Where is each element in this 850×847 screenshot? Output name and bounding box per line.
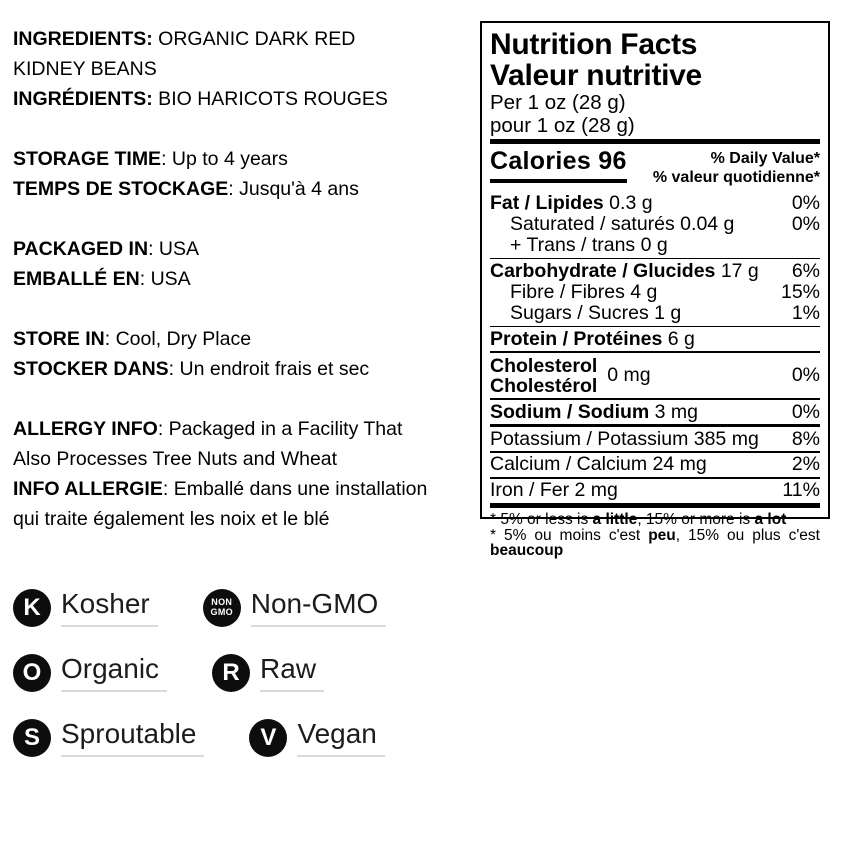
info-block	[13, 234, 483, 294]
text: ORGANIC DARK RED	[152, 28, 356, 50]
text: : USA	[139, 268, 191, 290]
bold-text: STORAGE TIME	[13, 148, 162, 170]
nutrition-facts-panel	[480, 21, 830, 560]
nutrient-row-calcium	[490, 454, 820, 475]
nutrient-amount: 17 g	[715, 259, 759, 282]
info-line	[13, 174, 483, 204]
bold-text: STORE IN	[13, 328, 105, 350]
badge-label: Organic	[61, 653, 167, 692]
nutrient-rows	[490, 193, 820, 508]
nutrient-name-line: Cholestérol	[490, 374, 598, 397]
vegan-badge	[249, 718, 384, 757]
nutrient-amount: 2 mg	[569, 479, 618, 502]
nutrient-name: Calcium / Calcium	[490, 453, 648, 476]
bold-text: INFO ALLERGIE	[13, 478, 163, 500]
icon-letter: K	[23, 593, 41, 621]
info-block	[13, 144, 483, 204]
text: : Up to 4 years	[161, 148, 288, 170]
text: BIO HARICOTS ROUGES	[152, 88, 388, 110]
nutrient-name: Saturated / saturés	[510, 213, 675, 235]
nutrient-row-fat	[490, 193, 820, 214]
nutrient-amount: 0 g	[635, 234, 668, 256]
icon-letter: V	[260, 723, 277, 751]
footnote-fr-line2	[490, 543, 820, 559]
bold-text: INGRÉDIENTS:	[13, 88, 153, 110]
divider	[490, 424, 820, 427]
calories-value: Calories 96	[490, 147, 627, 183]
nutrition-title-en: Nutrition Facts	[490, 28, 698, 61]
footnote-en	[490, 512, 820, 528]
raw-icon	[212, 654, 250, 692]
bold-text: PACKAGED IN	[13, 238, 149, 260]
text: : Jusqu'à 4 ans	[228, 178, 359, 200]
nutrient-amount: 385 mg	[688, 427, 759, 450]
nutrient-amount: 0 mg	[607, 364, 651, 387]
kosher-badge	[13, 588, 158, 627]
badge-label: Kosher	[61, 588, 158, 627]
icon-letter: R	[222, 658, 240, 686]
nutrient-name: Fat / Lipides	[490, 192, 604, 214]
serving-size-fr: pour 1 oz (28 g)	[490, 114, 635, 137]
vegan-icon	[249, 719, 287, 757]
divider	[490, 351, 820, 353]
icon-letter: S	[23, 723, 40, 751]
daily-value-header	[653, 147, 820, 187]
nutrient-name: Protein / Protéines	[490, 327, 663, 350]
badge-row	[13, 588, 386, 627]
raw-badge	[212, 653, 324, 692]
nutrient-daily-value: 2%	[791, 453, 820, 476]
info-line	[13, 144, 483, 174]
bold-text: EMBALLÉ EN	[13, 268, 140, 290]
nutrient-daily-value: 8%	[791, 427, 820, 450]
nutrient-row-iron	[490, 480, 820, 501]
organic-icon	[13, 654, 51, 692]
header-divider	[490, 139, 820, 144]
nutrient-amount: 3 mg	[649, 400, 699, 423]
info-line	[13, 84, 483, 114]
text: qui traite également les noix et le blé	[13, 508, 330, 530]
footnote	[490, 510, 820, 559]
nutrient-name: Potassium / Potassium	[490, 427, 689, 450]
text: KIDNEY BEANS	[13, 58, 157, 80]
product-info-panel	[13, 24, 483, 564]
badge-row	[13, 653, 324, 692]
nutrient-name: Iron / Fer	[490, 479, 570, 502]
text: : Cool, Dry Place	[104, 328, 252, 350]
info-line	[13, 234, 483, 264]
nutrient-daily-value: 0%	[791, 213, 820, 235]
bold-text: TEMPS DE STOCKAGE	[13, 178, 229, 200]
divider	[490, 258, 820, 260]
organic-badge	[13, 653, 167, 692]
text: : USA	[148, 238, 199, 260]
nutrient-row-trans-fat	[490, 235, 820, 256]
nutrient-daily-value: 6%	[791, 259, 820, 282]
bold-text: a little	[592, 511, 638, 529]
nutrient-daily-value: 0%	[791, 400, 820, 423]
info-line	[13, 444, 483, 474]
badge-label: Non-GMO	[251, 588, 387, 627]
nutrient-amount: 0.04 g	[674, 213, 735, 235]
bold-text: a lot	[754, 511, 787, 529]
daily-value-fr: % valeur quotidienne*	[652, 169, 820, 186]
divider	[490, 503, 820, 508]
non-gmo-badge	[203, 588, 387, 627]
info-line	[13, 54, 483, 84]
nutrient-amount: 24 mg	[647, 453, 707, 476]
nutrient-daily-value: 11%	[782, 479, 820, 502]
nutrient-name-line: Cholesterol	[490, 354, 598, 377]
info-line	[13, 414, 483, 444]
daily-value-en: % Daily Value*	[710, 150, 820, 167]
footnote-fr-line1	[490, 528, 820, 544]
nutrient-daily-value: 15%	[780, 280, 820, 303]
bold-text: peu	[648, 526, 676, 544]
nutrient-daily-value: 1%	[791, 301, 820, 324]
nutrient-amount: 4 g	[624, 280, 658, 303]
nutrient-row-sodium	[490, 402, 820, 423]
nutrition-title-fr: Valeur nutritive	[490, 59, 702, 92]
nutrient-row-sugars	[490, 303, 820, 324]
info-line	[13, 324, 483, 354]
nutrient-amount: 6 g	[662, 327, 695, 350]
info-block	[13, 24, 483, 114]
info-line	[13, 264, 483, 294]
badge-label: Sproutable	[61, 718, 204, 757]
bold-text: STOCKER DANS	[13, 358, 169, 380]
nutrient-row-carbohydrate	[490, 261, 820, 282]
nutrient-daily-value: 0%	[791, 192, 820, 214]
badge-label: Raw	[260, 653, 324, 692]
bold-text: ALLERGY INFO	[13, 418, 158, 440]
info-line	[13, 504, 483, 534]
text: * 5% or less is	[490, 511, 593, 529]
nutrient-amount: 0.3 g	[603, 192, 653, 214]
nutrient-row-fibre	[490, 282, 820, 303]
sproutable-icon	[13, 719, 51, 757]
text: * 5% ou moins c'est	[490, 526, 649, 544]
text: : Emballé dans une installation	[162, 478, 428, 500]
nutrient-name	[490, 356, 597, 396]
nutrient-row-saturated-fat	[490, 214, 820, 235]
nutrient-name: Sodium / Sodium	[490, 400, 650, 423]
icon-text-line: GMO	[210, 606, 233, 617]
sproutable-badge	[13, 718, 204, 757]
info-block	[13, 324, 483, 384]
nutrient-name: Sugars / Sucres	[510, 301, 649, 324]
bold-text: INGREDIENTS:	[13, 28, 153, 50]
serving-size-en: Per 1 oz (28 g)	[490, 91, 626, 114]
nutrient-row-potassium	[490, 429, 820, 450]
nutrient-name: + Trans / trans	[510, 234, 636, 256]
info-block	[13, 414, 483, 534]
divider	[490, 398, 820, 400]
text: Also Processes Tree Nuts and Wheat	[13, 448, 338, 470]
nutrient-row-protein	[490, 329, 820, 350]
calories-row	[490, 147, 820, 187]
badge-row	[13, 718, 385, 757]
text: : Packaged in a Facility That	[157, 418, 403, 440]
icon-text-line: NON	[211, 597, 233, 607]
bold-text: beaucoup	[490, 542, 564, 560]
nutrient-name: Fibre / Fibres	[510, 280, 625, 303]
divider	[490, 326, 820, 328]
text: , 15% or more is	[637, 511, 755, 529]
nutrient-row-cholesterol	[490, 355, 820, 397]
nutrient-amount: 1 g	[648, 301, 682, 324]
info-line	[13, 24, 483, 54]
icon-letter: O	[22, 658, 42, 686]
non-gmo-icon	[203, 589, 241, 627]
kosher-icon	[13, 589, 51, 627]
nutrient-daily-value: 0%	[791, 364, 820, 387]
text: : Un endroit frais et sec	[168, 358, 370, 380]
info-line	[13, 354, 483, 384]
nutrient-name: Carbohydrate / Glucides	[490, 259, 716, 282]
info-line	[13, 474, 483, 504]
text: , 15% ou plus c'est	[675, 526, 820, 544]
badge-label: Vegan	[297, 718, 384, 757]
nutrition-header	[490, 29, 820, 137]
